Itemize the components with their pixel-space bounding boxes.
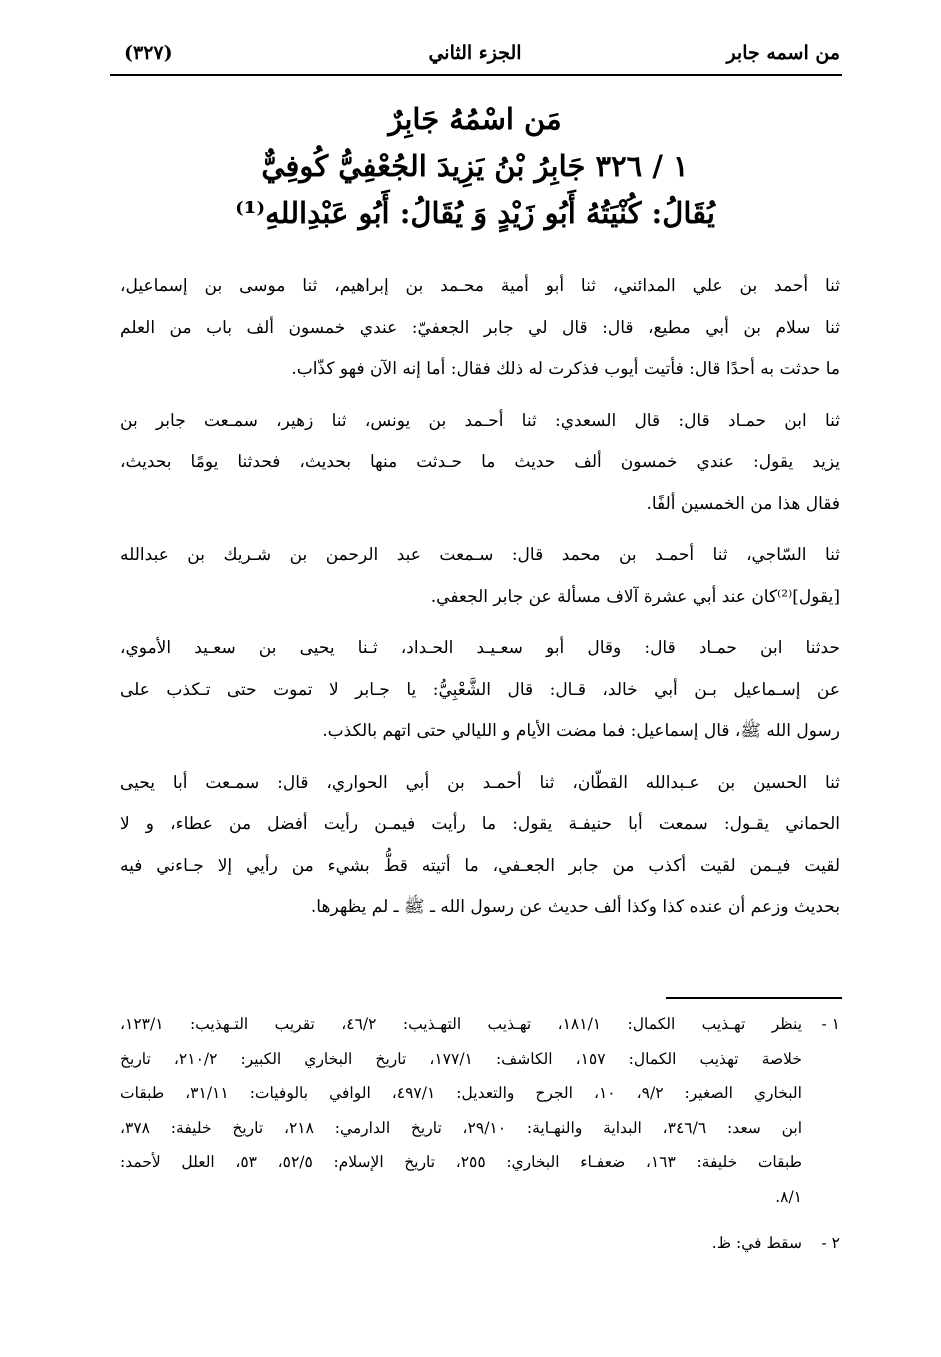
header-rule: [110, 74, 842, 76]
footnote-number: ٢ -: [821, 1234, 840, 1252]
text-line: يزيد يقول: عندي خمسون ألف حديث ما حـدثت منها بحديث، فحدثنا يومًا بحديث،: [120, 452, 840, 472]
paragraph: [120, 535, 840, 618]
entry-heading: ١ / ٣٢٦ جَابِرُ بْنُ يَزِيدَ الجُعْفِيُّ كُوفِيٌّ: [261, 149, 689, 183]
footnote-line: ٨/١.: [775, 1187, 802, 1206]
main-text: [120, 266, 840, 939]
paragraph: [120, 401, 840, 526]
chapter-title: مَن اسْمُهُ جَابِرٌ: [388, 102, 562, 136]
paragraph: [120, 628, 840, 753]
page-number: (٣٢٧): [124, 42, 173, 64]
text-line: فقال هذا من الخمسين ألفًا.: [646, 493, 840, 514]
footnote: [120, 1226, 840, 1261]
running-header: [110, 38, 840, 72]
paragraph: [120, 763, 840, 929]
text-line: لقيت فيـمن لقيت أكذب من جابر الجعـفي، ما أتيته قطُّ بشيء من رأيي إلا جـاءني فيه: [120, 855, 840, 876]
footnote-number: ١ -: [821, 1015, 840, 1033]
text-line: [يقول]⁽²⁾كان عند أبي عشرة آلاف مسألة عن جابر الجعفي.: [430, 586, 840, 607]
footnotes: [120, 1007, 840, 1261]
text-line: ثنا أحمد بن علي المدائني، ثنا أبو أمية محـمد بن إبراهيم، ثنا موسى بن إسماعيل،: [120, 276, 840, 296]
text-line: ثنا الحسين بن عـبدالله القطّان، ثنا أحمـد بن أبي الحواري، قال: سمـعت أبا يحيى: [120, 772, 840, 793]
entry-titles: [110, 96, 840, 237]
text-line: ما حدثت به أحدًا قال: فأتيت أيوب فذكرت له ذلك فقال: أما إنه الآن فهو كذّاب.: [291, 359, 840, 379]
paragraph: [120, 266, 840, 391]
text-line: ثنا ابن حمـاد قال: قال السعدي: ثنا أحـمد بن يونس، ثنا زهير، سمـعت جابر بن: [120, 410, 840, 431]
footnote-line: خلاصة تهذيب الكمال: ١٥٧، الكاشف: ١٧٧/١، تاريخ البخاري الكبير: ٢١٠/٢، تاريخ: [120, 1049, 802, 1068]
footnote-line: ابن سعد: ٣٤٦/٦، البداية والنهـاية: ٢٩/١٠، تاريخ الدارمي: ٢١٨، تاريخ خليفة: ٣٧٨،: [120, 1118, 802, 1137]
footnote-line: طبقات خليفة: ١٦٣، ضعفـاء البخاري: ٢٥٥، تاريخ الإسلام: ٥٢/٥، ٥٣، العلل لأحمد:: [120, 1153, 802, 1171]
footnote-line: ينظر تهـذيب الكمال: ١٨١/١، تهـذيب التهـذيب: ٤٦/٢، تقريب التـهذيب: ١٢٣/١،: [120, 1015, 803, 1033]
header-section-title: من اسمه جابر: [726, 42, 840, 64]
kunya-heading: يُقَالُ: كُنْيَتُهُ أَبُو زَيْدٍ وَ يُقَالُ: أَبُو عَبْدِاللهِ⁽¹⁾: [235, 196, 715, 230]
text-line: حدثنا ابن حمـاد قال: وقال أبو سعـيـد الحـداد، ثـنا يحيى بن سعـيد الأموي،: [120, 638, 840, 658]
text-line: الحماني يقـول: سمعت أبا حنيفـة يقول: ما رأيت فيمـن رأيت أفضل من عطاء، و لا: [120, 814, 840, 834]
footnote-line: سقط في: ظ.: [711, 1234, 802, 1252]
footnote: [120, 1007, 840, 1214]
footnote-rule: [666, 997, 842, 999]
footnote-line: البخاري الصغير: ٩/٢، ١٠، الجرح والتعديل: ٤٩٧/١، الوافي بالوفيات: ٣١/١١، طبقات: [120, 1084, 802, 1102]
text-line: رسول الله ﷺ، قال إسماعيل: فما مضت الأيام و الليالي حتى اتهم بالكذب.: [322, 721, 840, 741]
text-line: بحديث وزعم أن عنده كذا وكذا ألف حديث عن رسول الله ـ ﷺ ـ لم يظهرها.: [310, 897, 840, 917]
text-line: ثنا السّاجي، ثنا أحمـد بن محمد قال: سـمعت عبد الرحمن بن شـريك بن عبدالله: [120, 545, 840, 565]
header-volume-title: الجزء الثاني: [428, 42, 522, 64]
text-line: عن إسـماعيل بـن أبي خالد، قـال: قال الشَّعْبِيُّ: يا جـابر لا تموت حتى تـكذب على: [120, 679, 840, 700]
text-line: ثنا سلام بن أبي مطيع، قال: قال لي جابر الجعفيّ: عندي خمسون ألف باب من العلم: [120, 317, 840, 338]
